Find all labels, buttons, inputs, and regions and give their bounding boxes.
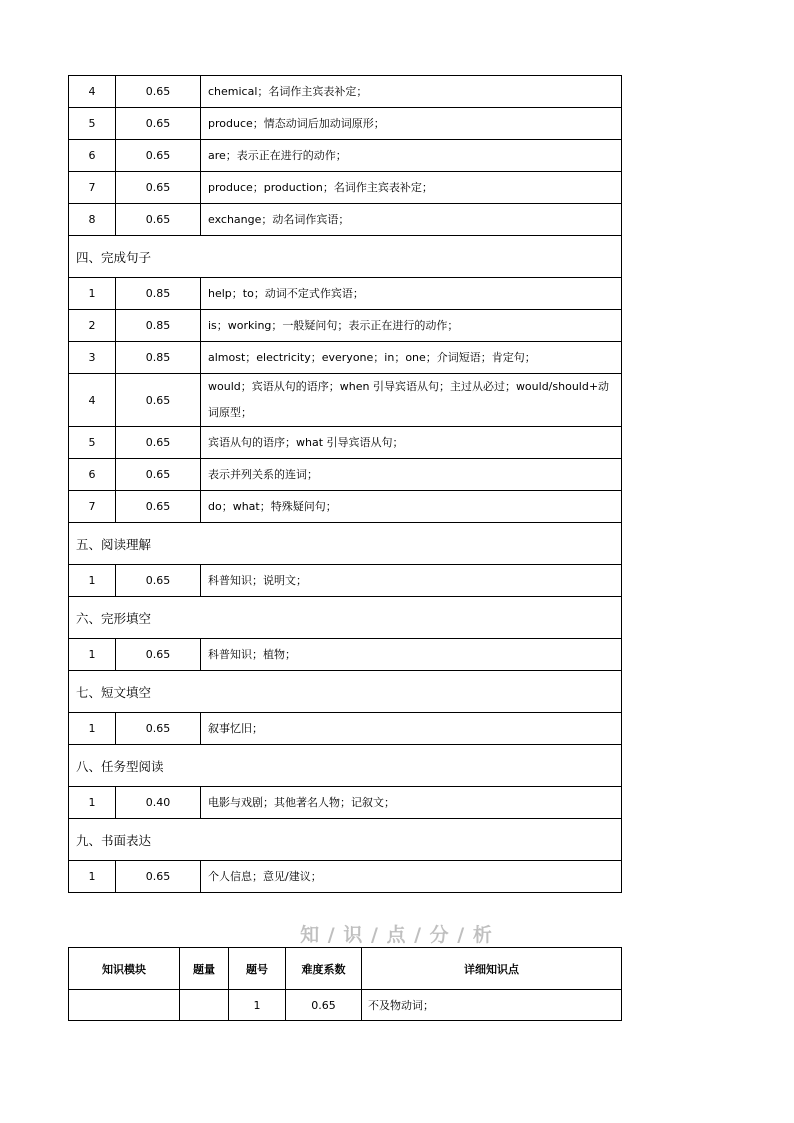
- table-row: [69, 310, 622, 342]
- section-header-row: [69, 745, 622, 787]
- knowledge-point-cell: 宾语从句的语序；what 引导宾语从句；: [201, 427, 622, 459]
- question-number-cell: 7: [69, 172, 116, 204]
- table-row: [69, 374, 622, 427]
- knowledge-point-cell: produce；情态动词后加动词原形；: [201, 108, 622, 140]
- header-number: 题号: [229, 948, 286, 990]
- knowledge-point-table: [68, 947, 622, 1021]
- difficulty-cell: 0.40: [116, 787, 201, 819]
- number-cell: 1: [229, 990, 286, 1021]
- table-row: [69, 990, 622, 1021]
- knowledge-point-cell: almost；electricity；everyone；in；one；介词短语；肯定句；: [201, 342, 622, 374]
- difficulty-cell: 0.65: [116, 861, 201, 893]
- knowledge-point-cell: 科普知识；说明文；: [201, 565, 622, 597]
- table-row: [69, 713, 622, 745]
- difficulty-cell: 0.65: [116, 491, 201, 523]
- question-number-cell: 4: [69, 76, 116, 108]
- difficulty-cell: 0.65: [116, 108, 201, 140]
- question-number-cell: 6: [69, 459, 116, 491]
- knowledge-point-cell: produce；production；名词作主宾表补定；: [201, 172, 622, 204]
- question-number-cell: 1: [69, 787, 116, 819]
- difficulty-cell: 0.65: [116, 713, 201, 745]
- difficulty-cell: 0.65: [116, 459, 201, 491]
- question-number-cell: 1: [69, 565, 116, 597]
- knowledge-point-cell: 叙事忆旧；: [201, 713, 622, 745]
- table-row: [69, 140, 622, 172]
- difficulty-cell: 0.85: [116, 278, 201, 310]
- question-analysis-table: [68, 75, 622, 893]
- header-row: [69, 948, 622, 990]
- knowledge-point-cell: 个人信息；意见/建议；: [201, 861, 622, 893]
- detail-cell: 不及物动词；: [362, 990, 622, 1021]
- header-module: 知识模块: [69, 948, 180, 990]
- section-title: 六、完形填空: [69, 597, 622, 639]
- difficulty-cell: 0.65: [116, 427, 201, 459]
- knowledge-point-cell: chemical；名词作主宾表补定；: [201, 76, 622, 108]
- knowledge-point-cell: 科普知识；植物；: [201, 639, 622, 671]
- knowledge-point-cell: do；what；特殊疑问句；: [201, 491, 622, 523]
- header-detail: 详细知识点: [362, 948, 622, 990]
- question-number-cell: 1: [69, 639, 116, 671]
- difficulty-cell: 0.85: [116, 310, 201, 342]
- knowledge-point-cell: is；working；一般疑问句；表示正在进行的动作；: [201, 310, 622, 342]
- knowledge-point-cell: 电影与戏剧；其他著名人物；记叙文；: [201, 787, 622, 819]
- table-row: [69, 278, 622, 310]
- difficulty-cell: 0.65: [286, 990, 362, 1021]
- question-number-cell: 4: [69, 374, 116, 427]
- difficulty-cell: 0.65: [116, 565, 201, 597]
- table-row: [69, 787, 622, 819]
- header-count: 题量: [180, 948, 229, 990]
- table-row: [69, 172, 622, 204]
- question-number-cell: 5: [69, 108, 116, 140]
- section-title: 五、阅读理解: [69, 523, 622, 565]
- knowledge-point-cell: exchange；动名词作宾语；: [201, 204, 622, 236]
- section-title: 九、书面表达: [69, 819, 622, 861]
- section-header-row: [69, 671, 622, 713]
- difficulty-cell: 0.65: [116, 140, 201, 172]
- knowledge-point-cell: would；宾语从句的语序；when 引导宾语从句；主过从必过；would/should+动词原型；: [201, 374, 622, 427]
- header-difficulty: 难度系数: [286, 948, 362, 990]
- table-row: [69, 565, 622, 597]
- table-row: [69, 491, 622, 523]
- section-title: 七、短文填空: [69, 671, 622, 713]
- question-number-cell: 1: [69, 861, 116, 893]
- question-number-cell: 1: [69, 278, 116, 310]
- table-row: [69, 108, 622, 140]
- knowledge-analysis-title: 知 / 识 / 点 / 分 / 析: [300, 924, 493, 946]
- difficulty-cell: 0.65: [116, 172, 201, 204]
- difficulty-cell: 0.65: [116, 204, 201, 236]
- table-row: [69, 427, 622, 459]
- table-row: [69, 204, 622, 236]
- table-row: [69, 342, 622, 374]
- table-row: [69, 639, 622, 671]
- section-title: 四、完成句子: [69, 236, 622, 278]
- difficulty-cell: 0.65: [116, 374, 201, 427]
- question-number-cell: 6: [69, 140, 116, 172]
- knowledge-point-cell: are；表示正在进行的动作；: [201, 140, 622, 172]
- count-cell: [180, 990, 229, 1021]
- knowledge-point-cell: help；to；动词不定式作宾语；: [201, 278, 622, 310]
- table-row: [69, 459, 622, 491]
- question-number-cell: 5: [69, 427, 116, 459]
- difficulty-cell: 0.65: [116, 639, 201, 671]
- section-header-row: [69, 523, 622, 565]
- section-title: 八、任务型阅读: [69, 745, 622, 787]
- question-number-cell: 2: [69, 310, 116, 342]
- section-header-row: [69, 597, 622, 639]
- section-header-row: [69, 819, 622, 861]
- question-number-cell: 7: [69, 491, 116, 523]
- table-row: [69, 76, 622, 108]
- table-row: [69, 861, 622, 893]
- difficulty-cell: 0.85: [116, 342, 201, 374]
- section-header-row: [69, 236, 622, 278]
- question-number-cell: 8: [69, 204, 116, 236]
- module-cell: [69, 990, 180, 1021]
- question-number-cell: 1: [69, 713, 116, 745]
- question-number-cell: 3: [69, 342, 116, 374]
- knowledge-point-cell: 表示并列关系的连词；: [201, 459, 622, 491]
- difficulty-cell: 0.65: [116, 76, 201, 108]
